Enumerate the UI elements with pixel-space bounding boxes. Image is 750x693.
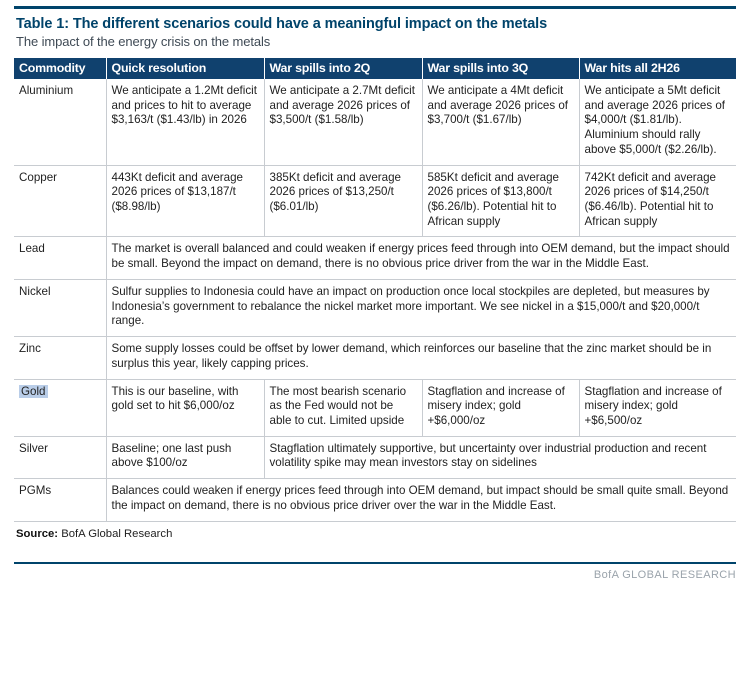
cell-nickel-all: Sulfur supplies to Indonesia could have an impact on production once local stockpiles are depleted, but measures by Indonesia’s government to rebalance the nickel market more important. We see nickel in a $15,000/t and $20,000/t range. bbox=[106, 279, 736, 336]
cell-aluminium-quick: We anticipate a 1.2Mt deficit and prices to hit to average $3,163/t ($1.43/lb) in 2026 bbox=[106, 79, 264, 165]
cell-gold-quick: This is our baseline, with gold set to hit $6,000/oz bbox=[106, 379, 264, 436]
footer-note: BofA GLOBAL RESEARCH bbox=[593, 568, 736, 581]
cell-pgms-all: Balances could weaken if energy prices feed through into OEM demand, but impact should be small quite small. Beyond the impact on demand, there is no obvious price driver over the war in the Middle East. bbox=[106, 479, 736, 521]
scenarios-table bbox=[14, 58, 736, 522]
table-row bbox=[14, 337, 736, 379]
cell-copper-2h26: 742Kt deficit and average 2026 prices of $14,250/t ($6.46/lb). Potential hit to African supply bbox=[579, 165, 736, 237]
row-label-nickel: Nickel bbox=[14, 279, 106, 336]
row-label-silver: Silver bbox=[14, 436, 106, 478]
row-label-zinc: Zinc bbox=[14, 337, 106, 379]
column-header-war-3q: War spills into 3Q bbox=[422, 58, 579, 79]
cell-lead-all: The market is overall balanced and could weaken if energy prices feed through into OEM demand, but the impact should be small. Beyond the impact on demand, there is no obvious price driver from the war in the Middle East. bbox=[106, 237, 736, 279]
table-row bbox=[14, 237, 736, 279]
column-header-war-2q: War spills into 2Q bbox=[264, 58, 422, 79]
cell-gold-2q: The most bearish scenario as the Fed would not be able to cut. Limited upside bbox=[264, 379, 422, 436]
source-line bbox=[14, 522, 736, 540]
row-label-lead: Lead bbox=[14, 237, 106, 279]
row-label-pgms: PGMs bbox=[14, 479, 106, 521]
row-label-gold bbox=[14, 379, 106, 436]
cell-copper-2q: 385Kt deficit and average 2026 prices of $13,250/t ($6.01/lb) bbox=[264, 165, 422, 237]
page-subtitle: The impact of the energy crisis on the metals bbox=[16, 34, 271, 49]
cell-silver-rest: Stagflation ultimately supportive, but uncertainty over industrial production and recent volatility spike may mean investors stay on sidelines bbox=[264, 436, 736, 478]
cell-gold-3q: Stagflation and increase of misery index; gold +$6,000/oz bbox=[422, 379, 579, 436]
row-label-gold-text: Gold bbox=[21, 384, 46, 398]
cell-copper-quick: 443Kt deficit and average 2026 prices of $13,187/t ($8.98/lb) bbox=[106, 165, 264, 237]
table-row bbox=[14, 436, 736, 478]
table-page bbox=[0, 6, 750, 693]
column-header-quick-resolution: Quick resolution bbox=[106, 58, 264, 79]
table-header-row bbox=[14, 58, 736, 79]
column-header-commodity: Commodity bbox=[14, 58, 106, 79]
source-text: BofA Global Research bbox=[58, 527, 173, 540]
row-label-copper: Copper bbox=[14, 165, 106, 237]
cell-silver-quick: Baseline; one last push above $100/oz bbox=[106, 436, 264, 478]
table-row bbox=[14, 479, 736, 521]
source-label: Source: bbox=[16, 527, 59, 540]
column-header-war-2h26: War hits all 2H26 bbox=[579, 58, 736, 79]
page-title: Table 1: The different scenarios could have a meaningful impact on the metals bbox=[16, 16, 548, 32]
table-row bbox=[14, 279, 736, 336]
table-row bbox=[14, 379, 736, 436]
cell-aluminium-2h26: We anticipate a 5Mt deficit and average 2026 prices of $4,000/t ($1.81/lb). Aluminium should rally above $5,000/t ($2.26/lb). bbox=[579, 79, 736, 165]
cell-aluminium-2q: We anticipate a 2.7Mt deficit and average 2026 prices of $3,500/t ($1.58/lb) bbox=[264, 79, 422, 165]
table-row bbox=[14, 79, 736, 165]
cell-copper-3q: 585Kt deficit and average 2026 prices of $13,800/t ($6.26/lb). Potential hit to African supply bbox=[422, 165, 579, 237]
cell-zinc-all: Some supply losses could be offset by lower demand, which reinforces our baseline that the zinc market should be in surplus this year, likely capping prices. bbox=[106, 337, 736, 379]
cell-gold-2h26: Stagflation and increase of misery index; gold +$6,500/oz bbox=[579, 379, 736, 436]
row-label-aluminium: Aluminium bbox=[14, 79, 106, 165]
table-row bbox=[14, 165, 736, 237]
cell-aluminium-3q: We anticipate a 4Mt deficit and average 2026 prices of $3,700/t ($1.67/lb) bbox=[422, 79, 579, 165]
